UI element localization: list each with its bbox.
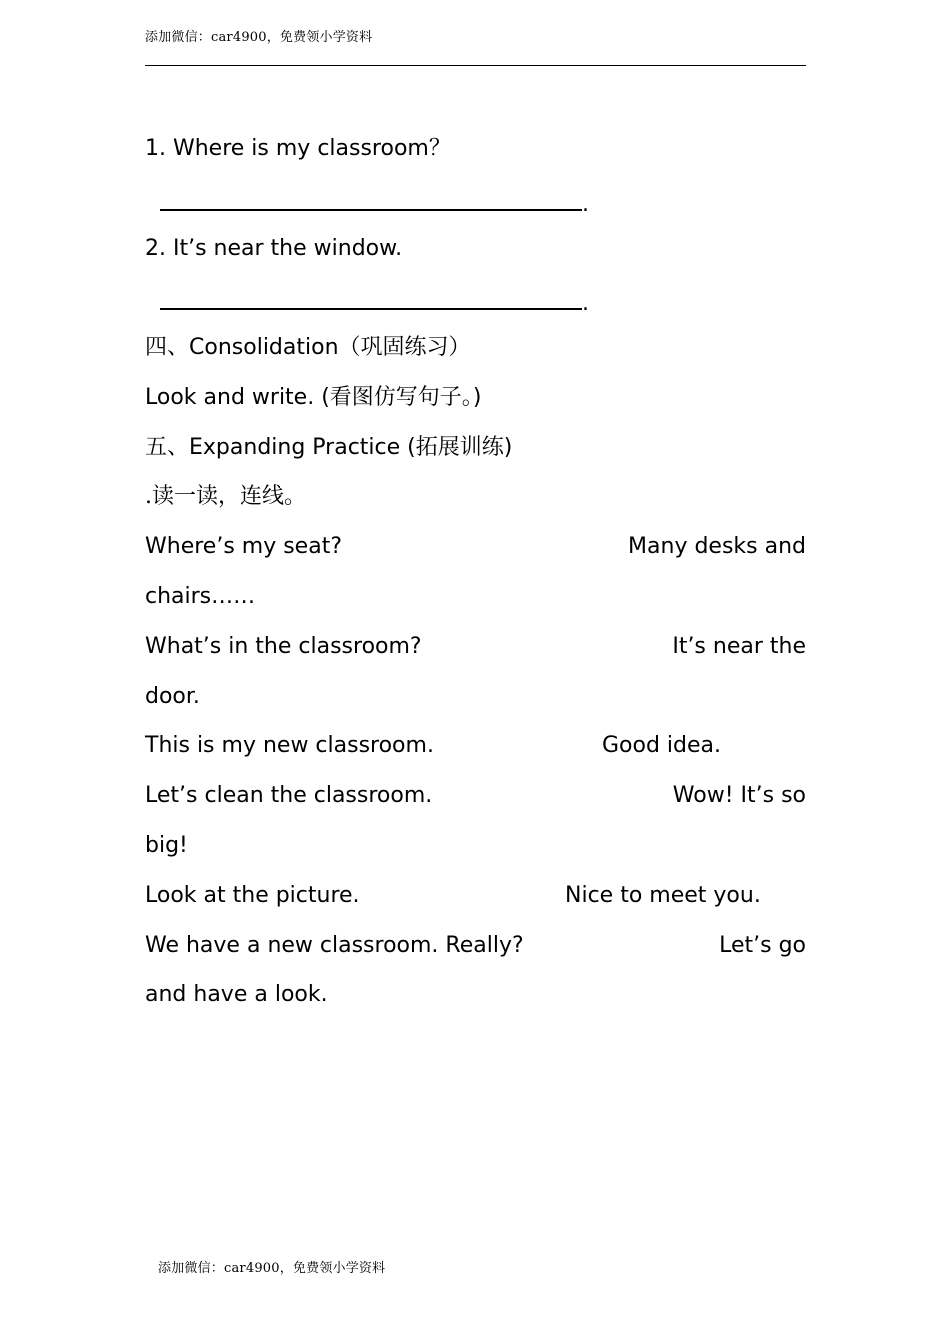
- header-note: 添加微信：car4900，免费领小学资料: [145, 30, 373, 45]
- answer-line-1[interactable]: [160, 187, 589, 220]
- match-right: Nice to meet you.: [565, 883, 761, 908]
- match-right: Let’s go: [719, 933, 806, 958]
- footer-note: 添加微信：car4900，免费领小学资料: [158, 1261, 386, 1276]
- question-1-text: 1. Where is my classroom: [145, 136, 429, 161]
- match-left: chairs……: [145, 584, 256, 609]
- match-left: Let’s clean the classroom.: [145, 783, 433, 808]
- section-4-instruction-close: ): [472, 385, 482, 410]
- match-row: [145, 731, 806, 761]
- section-5-title: Expanding Practice (: [189, 435, 416, 460]
- match-left: door.: [145, 684, 200, 709]
- section-5-title-close: ): [503, 435, 513, 460]
- match-row: [145, 931, 806, 961]
- answer-line-2[interactable]: [160, 286, 589, 319]
- match-row-continuation: [145, 582, 806, 612]
- question-1-mark: ？: [428, 136, 451, 161]
- match-left: Where’s my seat?: [145, 534, 343, 559]
- match-row: [145, 781, 806, 811]
- answer-underline-1: [160, 187, 582, 211]
- match-left: Look at the picture.: [145, 883, 360, 908]
- match-row: [145, 881, 806, 911]
- header-divider: [145, 65, 806, 66]
- section-5-instruction: .读一读，连线。: [145, 484, 306, 509]
- match-row-continuation: [145, 831, 806, 861]
- question-2: 2. It’s near the window.: [145, 236, 403, 261]
- section-4-instruction: [145, 383, 481, 413]
- match-left: What’s in the classroom?: [145, 634, 422, 659]
- match-row: [145, 632, 806, 662]
- match-right: Good idea.: [602, 733, 722, 758]
- section-5-title-cn: 拓展训练: [415, 435, 504, 460]
- section-5-number: 五、: [145, 435, 190, 460]
- section-4-heading: [145, 333, 471, 363]
- section-4-instruction-en: Look and write. (: [145, 385, 330, 410]
- match-right: It’s near the: [672, 634, 806, 659]
- match-right: Many desks and: [628, 534, 806, 559]
- section-5-heading: [145, 433, 512, 463]
- match-left: This is my new classroom.: [145, 733, 434, 758]
- section-4-number: 四、: [145, 335, 190, 360]
- question-1: [145, 134, 451, 164]
- section-4-instruction-cn: 看图仿写句子。: [329, 385, 473, 410]
- section-4-title-cn: （巩固练习）: [338, 335, 471, 360]
- match-row-continuation: [145, 980, 806, 1010]
- match-left: and have a look.: [145, 982, 328, 1007]
- match-left: big!: [145, 833, 188, 858]
- answer-line-1-period: .: [582, 192, 589, 217]
- match-row-continuation: [145, 682, 806, 712]
- match-row: [145, 532, 806, 562]
- answer-line-2-period: .: [582, 291, 589, 316]
- answer-underline-2: [160, 286, 582, 310]
- section-4-title: Consolidation: [189, 335, 339, 360]
- match-left: We have a new classroom. Really?: [145, 933, 524, 958]
- match-right: Wow! It’s so: [672, 783, 806, 808]
